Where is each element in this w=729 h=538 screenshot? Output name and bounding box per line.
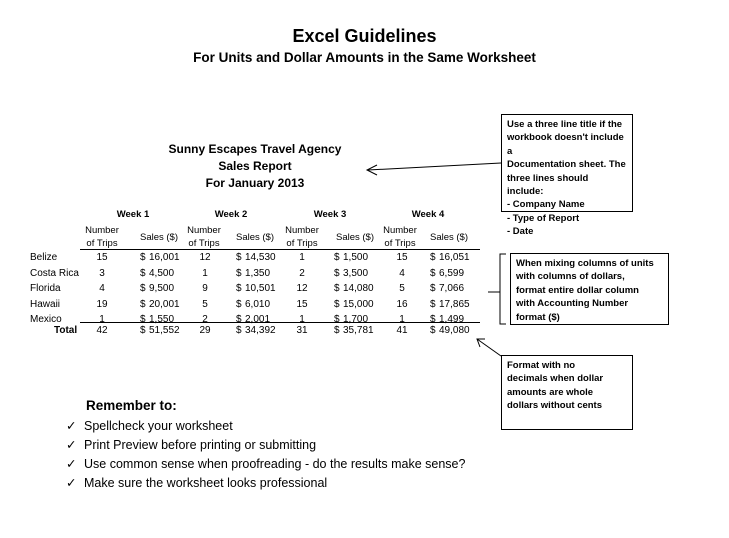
sales-cell [430,266,482,282]
note-line: - Date [507,226,534,238]
trips-cell: 41 [396,325,408,336]
header-line: Number [187,225,221,236]
sales-value: 9,500 [149,283,175,294]
sales-value: 1,499 [439,314,465,325]
sales-cell [236,323,288,339]
dollar-sign: $ [236,314,242,325]
trips-cell: 1 [299,252,305,263]
note-line: amounts are whole [507,386,594,398]
sales-value: 16,001 [149,252,180,263]
note-line: dollars without cents [507,400,603,412]
sales-cell [334,323,386,339]
checklist-item-text: Print Preview before printing or submitting [84,438,317,452]
trips-cell: 16 [396,298,408,310]
sales-cell [140,297,192,313]
checklist-item [66,437,316,452]
total-divider [80,322,480,323]
trips-cell: 9 [202,283,208,294]
sales-value: 7,066 [439,283,465,294]
dollar-sign: $ [236,252,242,263]
row-label: Belize [30,252,58,263]
sales-value: 14,080 [343,283,374,294]
trips-column-header [182,224,226,250]
sales-cell [236,266,288,282]
checklist-item-text: Spellcheck your worksheet [84,419,233,433]
note-line: with Accounting Number [516,298,629,310]
note-line: format ($) [516,311,560,323]
checkmark-icon: ✓ [66,438,77,452]
trips-column-header [378,224,422,250]
note-line: - Type of Report [507,212,580,224]
sales-value: 3,500 [343,267,369,279]
sales-value: 20,001 [149,298,180,310]
sales-cell [334,250,386,266]
checklist-item [66,418,233,433]
sales-cell [236,281,288,297]
trips-cell: 1 [399,314,405,325]
dollar-sign: $ [334,252,340,263]
header-line: of Trips [384,238,416,249]
checkmark-icon: ✓ [66,457,77,471]
dollar-sign: $ [334,325,340,336]
trips-cell: 15 [96,252,108,263]
note-line: When mixing columns of units [516,258,654,269]
sales-cell [140,281,192,297]
report-company-name: Sunny Escapes Travel Agency [168,142,342,156]
dollar-sign: $ [430,283,436,294]
sales-cell [140,266,192,282]
trips-cell: 12 [199,252,211,263]
sales-value: 49,080 [439,325,470,336]
dollar-sign: $ [334,298,340,310]
trips-cell: 5 [399,283,405,294]
sales-column-header: Sales ($) [335,232,374,243]
dollar-sign: $ [334,314,340,325]
sales-value: 35,781 [343,325,374,336]
dollar-sign: $ [140,314,146,325]
sales-column-header: Sales ($) [139,232,178,243]
header-line: Number [383,225,417,236]
sales-value: 1,700 [343,314,369,325]
arrow-icon [367,163,501,175]
sales-cell [430,250,482,266]
dollar-sign: $ [140,252,146,263]
sales-cell [236,250,288,266]
checklist-item-text: Make sure the worksheet looks professional [84,476,328,490]
sales-cell [430,297,482,313]
trips-column-header [80,224,124,250]
week-header: Week 3 [313,209,347,220]
row-label: Hawaii [30,298,61,310]
arrow-icon [477,339,501,356]
checklist-item [66,475,327,490]
trips-cell: 3 [99,267,105,279]
header-line: of Trips [86,238,118,249]
dollar-sign: $ [236,283,242,294]
total-label: Total [54,325,78,336]
note-line: - Company Name [507,199,585,211]
sales-value: 6,010 [245,298,271,310]
sales-value: 17,865 [439,298,470,310]
dollar-sign: $ [430,314,436,325]
sales-cell [140,250,192,266]
sales-value: 1,350 [245,267,271,279]
trips-cell: 2 [299,267,305,279]
sales-value: 1,550 [149,314,175,325]
note-line: Use a three line title if the [507,119,623,130]
dollar-sign: $ [430,267,436,279]
report-type: Sales Report [218,159,292,173]
row-label: Costa Rica [30,267,79,279]
dollar-sign: $ [236,298,242,310]
dollar-sign: $ [430,325,436,336]
trips-cell: 1 [99,314,105,325]
sales-column-header: Sales ($) [235,232,274,243]
sales-value: 16,051 [439,252,470,263]
dollar-sign: $ [140,283,146,294]
remember-heading: Remember to: [86,398,177,413]
report-date: For January 2013 [205,176,305,190]
checkmark-icon: ✓ [66,476,77,490]
sales-value: 10,501 [245,283,276,294]
week-header: Week 2 [214,209,248,220]
sales-cell [334,297,386,313]
note-line: workbook doesn't include a [507,132,624,157]
dollar-sign: $ [430,298,436,310]
trips-cell: 12 [296,283,308,294]
trips-cell: 4 [399,267,405,279]
sales-value: 34,392 [245,325,276,336]
row-label: Florida [30,283,61,294]
trips-cell: 5 [202,298,208,310]
sales-value: 2,001 [245,314,271,325]
sales-value: 6,599 [439,267,465,279]
header-line: of Trips [286,238,318,249]
trips-cell: 15 [396,252,408,263]
note-line: three lines should include: [507,172,589,198]
trips-cell: 42 [96,325,108,336]
trips-cell: 31 [296,325,308,336]
header-line: of Trips [188,238,220,249]
trips-cell: 2 [202,314,208,325]
sales-value: 15,000 [343,298,374,310]
sales-value: 1,500 [343,252,369,263]
week-header: Week 4 [411,209,445,220]
dollar-sign: $ [140,298,146,310]
dollar-sign: $ [236,325,242,336]
dollar-sign: $ [236,267,242,279]
note-line: with columns of dollars, [516,271,625,283]
dollar-sign: $ [334,267,340,279]
note-line: format entire dollar column [516,284,639,296]
sales-cell [334,281,386,297]
note-line: Format with no [507,360,576,371]
trips-cell: 4 [99,283,105,294]
sales-value: 4,500 [149,267,175,279]
sales-cell [140,323,192,339]
dollar-sign: $ [140,325,146,336]
checklist-item-text: Use common sense when proofreading - do the results make sense? [84,457,466,471]
sales-cell [334,266,386,282]
dollar-sign: $ [140,267,146,279]
checklist-item [66,456,465,471]
trips-cell: 29 [199,325,211,336]
page-subtitle: For Units and Dollar Amounts in the Same Worksheet [193,50,536,65]
note-line: decimals when dollar [507,373,604,385]
sales-value: 14,530 [245,252,276,263]
sales-cell [430,323,482,339]
row-label: Mexico [30,314,62,325]
sales-cell [236,297,288,313]
trips-cell: 1 [202,267,208,279]
trips-cell: 1 [299,314,305,325]
sales-cell [430,281,482,297]
note-line: Documentation sheet. The [507,159,626,171]
header-line: Number [285,225,319,236]
trips-column-header [280,224,324,250]
week-header: Week 1 [116,209,150,220]
trips-cell: 19 [96,298,108,310]
sales-value: 51,552 [149,325,180,336]
header-line: Number [85,225,119,236]
bracket-icon [488,254,506,324]
trips-cell: 15 [296,298,308,310]
sales-column-header: Sales ($) [429,232,468,243]
checkmark-icon: ✓ [66,419,77,433]
page-title: Excel Guidelines [292,26,437,46]
dollar-sign: $ [430,252,436,263]
dollar-sign: $ [334,283,340,294]
